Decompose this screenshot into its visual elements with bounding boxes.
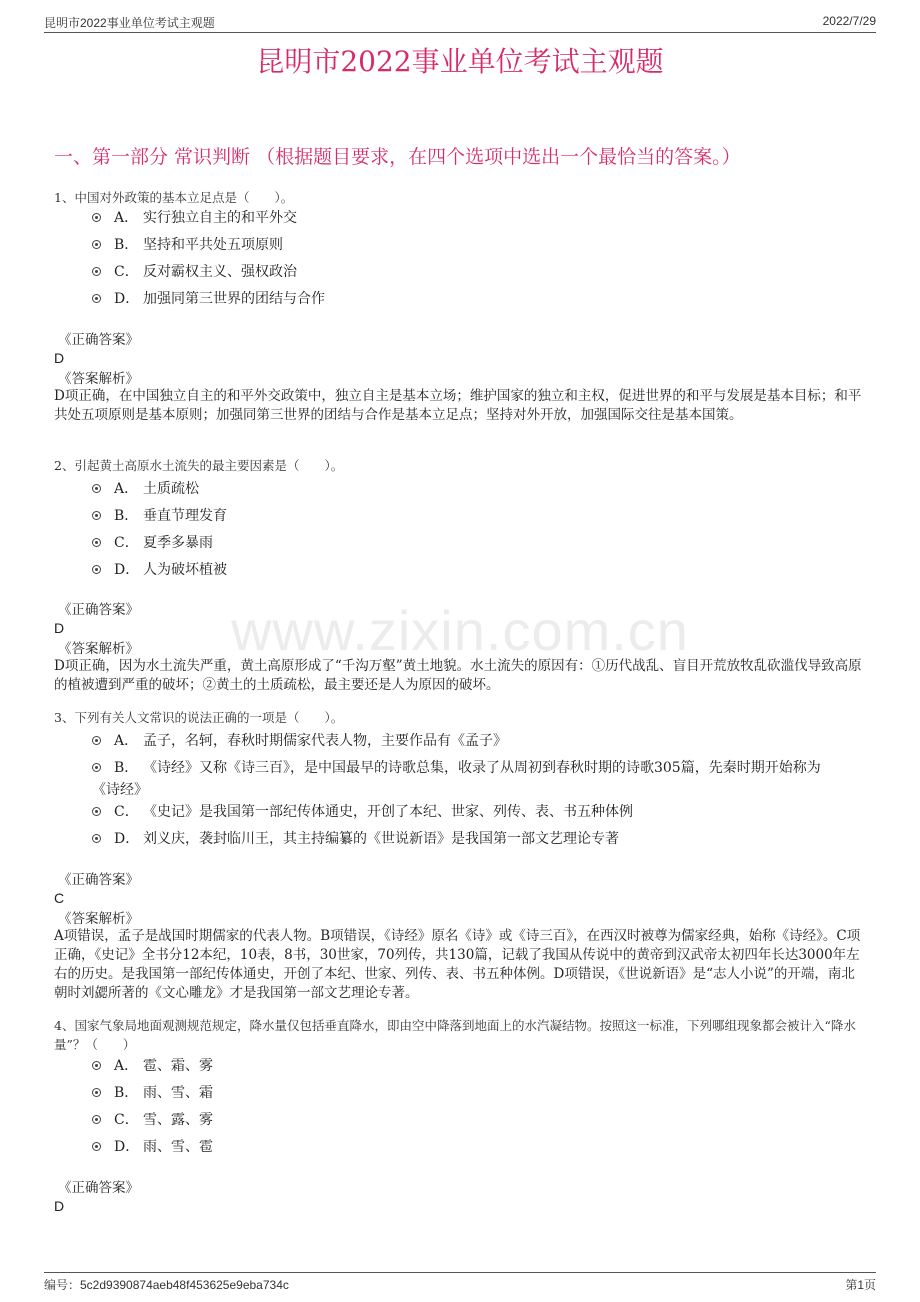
page-footer	[44, 1272, 876, 1295]
watermark: www.zixin.com.cn	[231, 599, 689, 662]
radio-icon[interactable]	[92, 1088, 101, 1097]
header-date: 2022/7/29	[822, 14, 876, 28]
answer-value: D	[54, 620, 65, 636]
explanation-text: A项错误，孟子是战国时期儒家的代表人物。B项错误，《诗经》原名《诗》或《诗三百》，在西汉时被尊为儒家经典，始称《诗经》。C项正确，《史记》全书分12本纪，10表，8书，30世家，70列传，共130篇，记载了我国从传说中的黄帝到汉武帝太初四年长达3000年左右的历史。是我国第一部纪传体通史，开创了本纪、世家、列传、表、书五种体例。D项错误，《世说新语》是“志人小说”的开端，南北朝时刘勰所著的《文心雕龙》才是我国第一部文艺理论专著。	[54, 928, 861, 1001]
radio-icon[interactable]	[92, 807, 101, 816]
question-stem: 2、引起黄土高原水土流失的最主要因素是（ ）。	[54, 458, 344, 473]
option-b[interactable]: B． 《诗经》又称《诗三百》，是中国最早的诗歌总集，收录了从周初到春秋时期的诗歌305篇，先秦时期开始称为《诗经》	[92, 760, 821, 798]
radio-icon[interactable]	[92, 267, 101, 276]
radio-icon[interactable]	[92, 511, 101, 520]
radio-icon[interactable]	[92, 736, 101, 745]
radio-icon[interactable]	[92, 763, 101, 772]
answer-value: D	[54, 1198, 65, 1214]
radio-icon[interactable]	[92, 240, 101, 249]
explanation-label: 《答案解析》	[58, 371, 139, 387]
page-header	[44, 12, 876, 33]
radio-icon[interactable]	[92, 484, 101, 493]
explanation-text: D项正确，因为水土流失严重，黄土高原形成了“千沟万壑”黄土地貌。水土流失的原因有：①历代战乱、盲目开荒放牧乱砍滥伐导致高原的植被遭到严重的破坏；②黄土的土质疏松，最主要还是人为原因的破坏。	[54, 658, 862, 693]
answer-label: 《正确答案》	[58, 872, 139, 888]
radio-icon[interactable]	[92, 538, 101, 547]
answer-label: 《正确答案》	[58, 602, 139, 618]
question-stem: 4、国家气象局地面观测规范规定，降水量仅包括垂直降水，即由空中降落到地面上的水汽凝结物。按照这一标准，下列哪组现象都会被计入“降水量”？（ ）	[54, 1018, 856, 1052]
answer-label: 《正确答案》	[58, 332, 139, 348]
answer-value: C	[54, 890, 65, 906]
footer-page-number: 第1页	[845, 1278, 876, 1292]
radio-icon[interactable]	[92, 1142, 101, 1151]
radio-icon[interactable]	[92, 294, 101, 303]
radio-icon[interactable]	[92, 1061, 101, 1070]
radio-icon[interactable]	[92, 1115, 101, 1124]
section-heading: 一、第一部分 常识判断 （根据题目要求，在四个选项中选出一个最恰当的答案。）	[54, 146, 741, 168]
question-stem: 3、下列有关人文常识的说法正确的一项是（ ）。	[54, 710, 344, 725]
header-doc-title: 昆明市2022事业单位考试主观题	[44, 16, 215, 30]
radio-icon[interactable]	[92, 834, 101, 843]
answer-value: D	[54, 350, 65, 366]
explanation-text: D项正确，在中国独立自主的和平外交政策中，独立自主是基本立场；维护国家的独立和主权，促进世界的和平与发展是基本目标；和平共处五项原则是基本原则；加强同第三世界的团结与合作是基本立足点；坚持对外开放，加强国际交往是基本国策。	[54, 388, 862, 423]
page-title: 昆明市2022事业单位考试主观题	[256, 45, 664, 78]
radio-icon[interactable]	[92, 213, 101, 222]
explanation-label: 《答案解析》	[58, 641, 139, 657]
question-stem: 1、中国对外政策的基本立足点是（ ）。	[54, 190, 294, 205]
answer-label: 《正确答案》	[58, 1180, 139, 1196]
footer-doc-id: 编号：5c2d9390874aeb48f453625e9eba734c	[44, 1278, 289, 1292]
explanation-label: 《答案解析》	[58, 911, 139, 927]
radio-icon[interactable]	[92, 565, 101, 574]
